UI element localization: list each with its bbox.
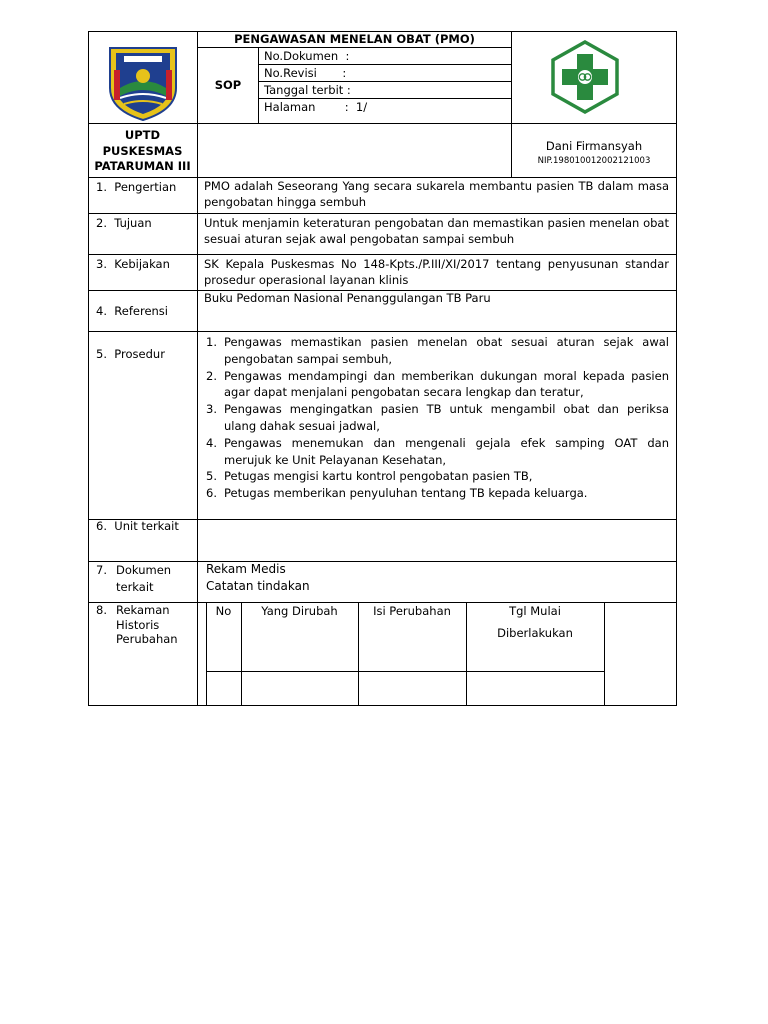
history-header-no: No xyxy=(215,604,232,618)
org-line-3: PATARUMAN III xyxy=(94,159,191,173)
history-header-tgl-mulai: Tgl Mulai xyxy=(509,604,561,618)
field-halaman: Halaman : 1/ xyxy=(264,100,368,114)
org-line-1: UPTD xyxy=(124,128,161,142)
green-cross-health-icon xyxy=(548,40,622,114)
procedure-item-6: 6. Petugas memberikan penyuluhan tentang TB kepada keluarga. xyxy=(206,486,588,501)
regency-crest-icon xyxy=(106,44,180,122)
procedure-list xyxy=(204,334,669,502)
field-no-dokumen: No.Dokumen : xyxy=(264,49,350,63)
section-1-text: PMO adalah Seseorang Yang secara sukarela membantu pasien TB dalam masa pengobatan hingga sembuh xyxy=(204,179,669,209)
procedure-item-4: 4. Pengawas menemukan dan mengenali gejala efek samping OAT dan merujuk ke Unit Pelayanan Kesehatan, xyxy=(206,435,669,467)
procedure-item-1: 1. Pengawas memastikan pasien menelan obat sesuai aturan sejak awal pengobatan sampai sembuh, xyxy=(206,335,669,366)
organization-name xyxy=(88,128,197,175)
signer-nip: NIP.198010012002121003 xyxy=(537,156,651,166)
section-4-label: 4. Referensi xyxy=(96,304,168,318)
section-8-label: 8. Rekaman Historis Perubahan xyxy=(96,603,178,646)
section-5-label: 5. Prosedur xyxy=(96,347,165,361)
procedure-item-2: 2. Pengawas mendampingi dan memberikan dukungan moral kepada pasien agar dapat menjalani pengobatan secara lengkap dan teratur, xyxy=(206,368,669,400)
document-title: PENGAWASAN MENELAN OBAT (PMO) xyxy=(234,32,475,46)
section-7-label-line-2: terkait xyxy=(116,579,154,594)
section-2-text: Untuk menjamin keteraturan pengobatan dan memastikan pasien menelan obat sesuai aturan sejak awal pengobatan sampai sembuh xyxy=(204,216,669,246)
section-4-text: Buku Pedoman Nasional Penanggulangan TB Paru xyxy=(204,291,491,305)
related-doc-1: Rekam Medis xyxy=(206,562,286,576)
section-3-text: SK Kepala Puskesmas No 148-Kpts./P.III/XI/2017 tentang penyusunan standar prosedur operasional layanan klinis xyxy=(204,257,669,287)
section-2-label: 2. Tujuan xyxy=(96,216,152,230)
section-8-label-line-3: Perubahan xyxy=(116,632,178,646)
section-7-label-line-1: Dokumen xyxy=(116,563,172,577)
section-8-label-line-1: Rekaman xyxy=(116,603,170,617)
section-6-label: 6. Unit terkait xyxy=(96,519,179,533)
section-8-label-line-2: Historis xyxy=(116,617,160,632)
procedure-item-5: 5. Petugas mengisi kartu kontrol pengobatan pasien TB, xyxy=(206,469,533,484)
history-header-isi-perubahan: Isi Perubahan xyxy=(373,604,451,618)
field-tanggal-terbit: Tanggal terbit : xyxy=(264,83,351,97)
section-1-label: 1. Pengertian xyxy=(96,180,177,194)
field-no-revisi: No.Revisi : xyxy=(264,66,347,80)
section-7-label: 7. Dokumen terkait xyxy=(96,563,172,594)
history-header-yang-dirubah: Yang Dirubah xyxy=(261,604,338,618)
sop-label: SOP xyxy=(214,78,242,92)
related-doc-2: Catatan tindakan xyxy=(206,579,310,593)
history-header-diberlakukan: Diberlakukan xyxy=(497,626,573,640)
section-7-text xyxy=(206,561,310,595)
org-line-2: PUSKESMAS xyxy=(102,143,183,158)
signer-name: Dani Firmansyah xyxy=(545,139,643,153)
section-3-label: 3. Kebijakan xyxy=(96,257,170,271)
procedure-item-3: 3. Pengawas mengingatkan pasien TB untuk mengambil obat dan periksa ulang dahak sesuai jadwal, xyxy=(206,402,669,433)
